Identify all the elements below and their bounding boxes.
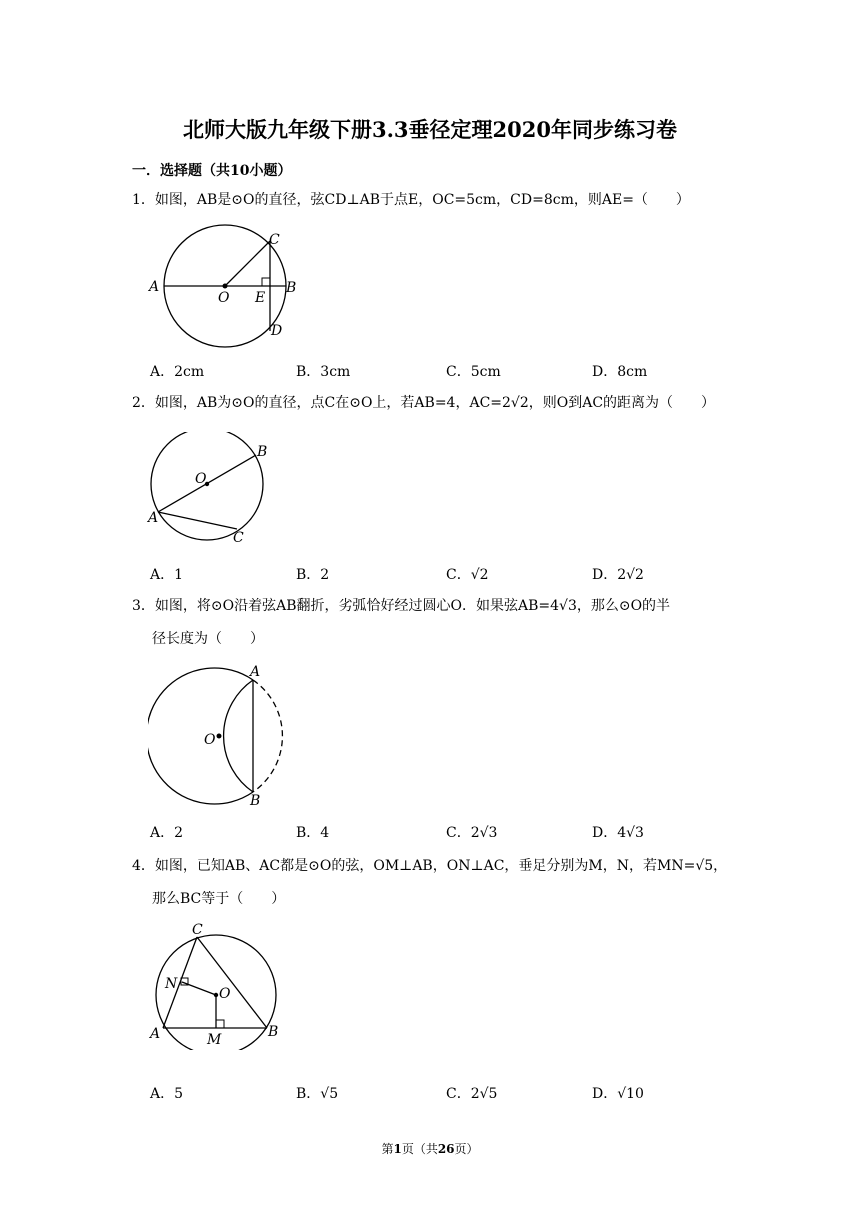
- question-4-option-b: B．√5: [296, 1086, 339, 1102]
- fig2-label-a: A: [148, 510, 159, 526]
- question-1-option-d: D．8cm: [592, 364, 648, 380]
- footer-page-number: 1: [393, 1142, 402, 1156]
- question-2-option-a: A．1: [150, 567, 184, 583]
- question-1-option-a: A．2cm: [150, 364, 205, 380]
- question-4-option-d: D．√10: [592, 1086, 644, 1102]
- fig2-label-o: O: [195, 471, 207, 487]
- question-3-option-c: C．2√3: [446, 825, 498, 841]
- fig4-label-m: M: [207, 1032, 222, 1048]
- fig3-label-b: B: [250, 793, 261, 809]
- fig1-label-b: B: [286, 280, 297, 296]
- question-3-option-a: A．2: [150, 825, 184, 841]
- footer-suffix: 页）: [454, 1142, 479, 1156]
- question-2-stem: 2．如图，AB为⊙O的直径，点C在⊙O上，若AB=4，AC=2√2，则O到AC的距离为（ ）: [132, 395, 716, 411]
- fig4-label-a: A: [150, 1026, 161, 1042]
- footer-total-pages: 26: [437, 1142, 455, 1156]
- question-2-figure: [145, 432, 275, 550]
- question-2-option-c: C．√2: [446, 567, 489, 583]
- fig4-label-b: B: [268, 1024, 279, 1040]
- question-3-stem-line-1: 3．如图，将⊙O沿着弦AB翻折，劣弧恰好经过圆心O．如果弦AB=4√3，那么⊙O的半: [132, 598, 671, 614]
- footer-prefix: 第: [381, 1142, 394, 1156]
- fig4-label-n: N: [165, 976, 178, 992]
- footer-middle: 页（共: [401, 1142, 438, 1156]
- fig3-label-a: A: [250, 664, 261, 680]
- fig4-label-o: O: [219, 986, 231, 1002]
- fig1-label-e: E: [255, 290, 266, 306]
- page-title: 北师大版九年级下册3.3垂径定理2020年同步练习卷: [183, 117, 677, 142]
- question-3-stem-line-2: 径长度为（ ）: [152, 631, 264, 647]
- fig1-label-d: D: [271, 323, 283, 339]
- question-3-figure: [148, 664, 308, 809]
- question-4-option-c: C．2√5: [446, 1086, 498, 1102]
- fig4-label-c: C: [192, 922, 203, 938]
- question-3-option-d: D．4√3: [592, 825, 644, 841]
- fig2-label-b: B: [257, 444, 268, 460]
- question-1-stem: 1．如图，AB是⊙O的直径，弦CD⊥AB于点E，OC=5cm，CD=8cm，则AE=（ ）: [132, 192, 690, 208]
- question-4-stem-line-2: 那么BC等于（ ）: [152, 891, 286, 907]
- question-3-option-b: B．4: [296, 825, 330, 841]
- section-heading: 一．选择题（共10小题）: [132, 163, 292, 179]
- fig2-label-c: C: [233, 530, 244, 546]
- question-2-option-d: D．2√2: [592, 567, 644, 583]
- question-4-figure: [145, 920, 295, 1050]
- question-1-figure: [145, 222, 305, 350]
- fig1-label-o: O: [218, 290, 230, 306]
- question-2-option-b: B．2: [296, 567, 330, 583]
- question-4-option-a: A．5: [150, 1086, 184, 1102]
- question-4-stem-line-1: 4．如图，已知AB、AC都是⊙O的弦，OM⊥AB，ON⊥AC，垂足分别为M，N，若MN=√5，: [132, 858, 728, 874]
- fig3-label-o: O: [204, 732, 216, 748]
- question-1-option-c: C．5cm: [446, 364, 501, 380]
- question-1-option-b: B．3cm: [296, 364, 351, 380]
- fig1-label-a: A: [149, 279, 160, 295]
- page-footer: [0, 1140, 860, 1157]
- fig1-label-c: C: [269, 232, 280, 248]
